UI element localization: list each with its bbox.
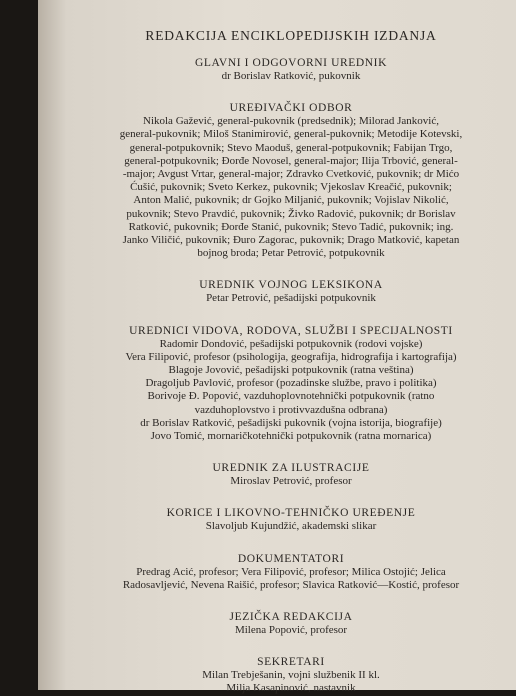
section-block	[82, 443, 500, 488]
section-gap	[82, 637, 500, 647]
section-gap	[82, 534, 500, 544]
section-block	[82, 306, 500, 444]
section-gap	[82, 83, 500, 93]
section-heading: UREĐIVAČKI ODBOR	[229, 102, 353, 115]
section-block	[82, 56, 500, 83]
section-heading: UREDNIK VOJNOG LEKSIKONA	[199, 279, 383, 292]
section-line: Dragoljub Pavlović, profesor (pozadinske službe, pravo i politika)	[145, 377, 437, 390]
section-gap	[82, 260, 500, 270]
section-line: Petar Petrović, pešadijski potpukovnik	[206, 292, 376, 305]
section-line: Slavoljub Kujundžić, akademski slikar	[205, 520, 377, 533]
section-line: pukovnik; Stevo Pravdić, pukovnik; Živko Radović, pukovnik; dr Borislav	[126, 207, 456, 220]
section-line: general-potpukovnik; Đorđe Novosel, general-major; Ilija Trbović, general-	[124, 154, 458, 167]
section-line: Anton Malić, pukovnik; dr Gojko Miljanić, pukovnik; Vojislav Nikolić,	[133, 194, 449, 207]
section-block	[82, 83, 500, 260]
section-gap	[82, 488, 500, 498]
section-block	[82, 488, 500, 533]
section-block	[82, 592, 500, 637]
page-content	[82, 28, 500, 696]
section-gap	[82, 443, 500, 453]
section-line: Borivoje Đ. Popović, vazduhoplovnotehnički potpukovnik (ratno	[147, 390, 435, 403]
section-line: vazduhoplovstvo i protivvazdušna odbrana)	[194, 403, 388, 416]
section-block	[82, 534, 500, 592]
sections-container	[82, 56, 500, 696]
section-line: Ratković, pukovnik; Đorđe Stanić, pukovnik; Stevo Tadić, pukovnik; ing.	[128, 220, 454, 233]
section-heading: GLAVNI I ODGOVORNI UREDNIK	[194, 57, 388, 69]
section-line: Milena Popović, profesor	[234, 624, 348, 637]
section-gap	[82, 592, 500, 602]
section-heading: UREDNIK ZA ILUSTRACIJE	[212, 462, 370, 475]
section-heading: KORICE I LIKOVNO-TEHNIČKO UREĐENJE	[166, 507, 416, 520]
section-block	[82, 637, 500, 695]
section-gap	[82, 306, 500, 316]
section-heading: SEKRETARI	[257, 656, 325, 669]
section-line: Radomir Dondović, pešadijski potpukovnik (rodovi vojske)	[159, 337, 423, 350]
section-line: Vera Filipović, profesor (psihologija, geografija, hidrografija i kartografija)	[125, 350, 457, 363]
section-block	[82, 260, 500, 305]
section-line: Nikola Gažević, general-pukovnik (predsednik); Milorad Janković,	[143, 115, 439, 128]
book-page	[38, 0, 516, 695]
section-line: Milan Trebješanin, vojni službenik II kl.	[202, 669, 380, 682]
section-line: general-potpukovnik; Stevo Maoduš, general-potpukovnik; Fabijan Trgo,	[129, 141, 453, 154]
section-line: dr Borislav Ratković, pukovnik	[221, 70, 361, 82]
section-line: dr Borislav Ratković, pešadijski pukovnik (vojna istorija, biografije)	[140, 416, 442, 429]
section-line: Predrag Acić, profesor; Vera Filipović, profesor; Milica Ostojić; Jelica	[136, 565, 446, 578]
section-line: Milja Kasapinović, nastavnik	[226, 682, 356, 695]
section-line: Janko Viličić, pukovnik; Đuro Zagorac, pukovnik; Drago Matković, kapetan	[122, 234, 460, 247]
section-line: Radosavljević, Nevena Raišić, profesor; Slavica Ratković—Kostić, profesor	[122, 578, 460, 591]
page-title: REDAKCIJA ENCIKLOPEDIJSKIH IZDANJA	[145, 28, 437, 43]
section-line: Blagoje Jovović, pešadijski potpukovnik (ratna veština)	[168, 364, 414, 377]
section-line: -major; Avgust Vrtar, general-major; Zdravko Cvetković, pukovnik; dr Mićo	[122, 168, 460, 181]
section-line: bojnog broda; Petar Petrović, potpukovnik	[197, 247, 385, 260]
section-line: Jovo Tomić, mornaričkotehnički potpukovnik (ratna mornarica)	[150, 430, 432, 443]
section-heading: JEZIČKA REDAKCIJA	[229, 611, 353, 624]
section-line: Ćušić, pukovnik; Sveto Kerkez, pukovnik; Vjekoslav Kreačić, pukovnik;	[130, 181, 452, 194]
section-line: Miroslav Petrović, profesor	[230, 475, 352, 488]
section-heading: UREDNICI VIDOVA, RODOVA, SLUŽBI I SPECIJALNOSTI	[129, 324, 453, 337]
section-line: general-pukovnik; Miloš Stanimirović, general-pukovnik; Metodije Kotevski,	[119, 128, 463, 141]
section-heading: DOKUMENTATORI	[237, 552, 345, 565]
